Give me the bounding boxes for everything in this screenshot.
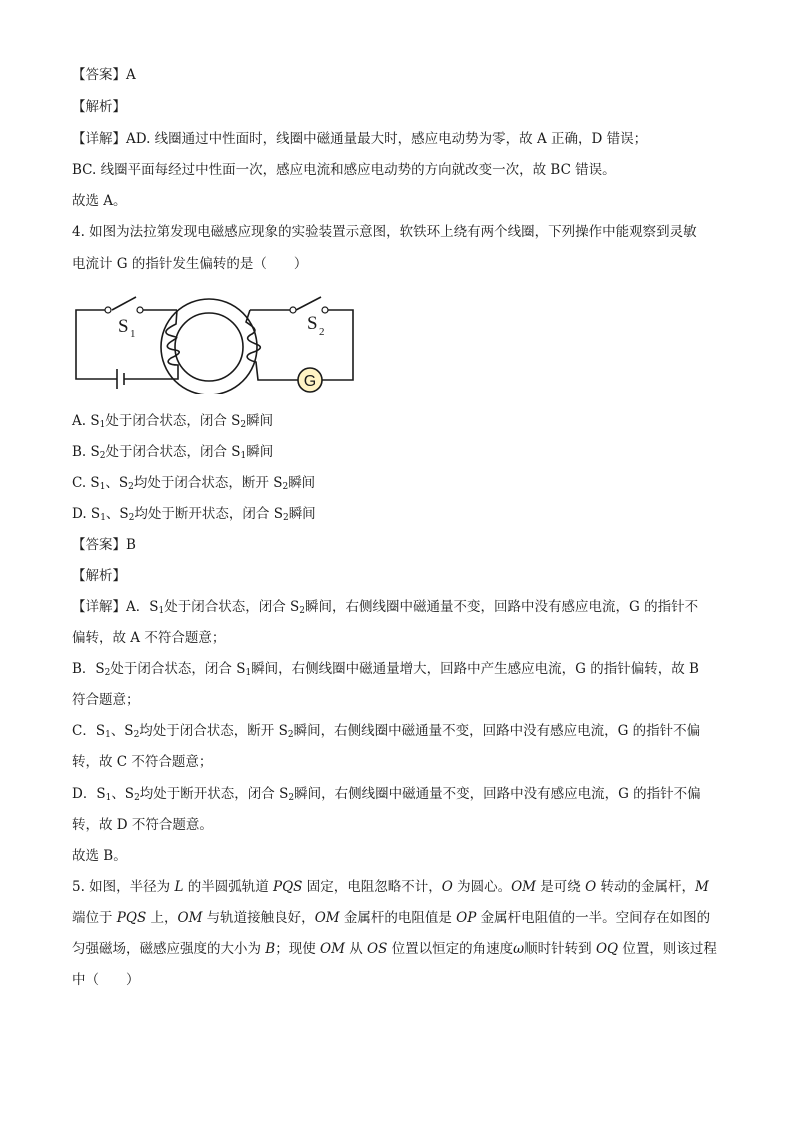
q3-answer-line [72, 65, 136, 85]
switch1-label: S [118, 316, 129, 337]
q5-stem-line-4: 中（ ） [72, 972, 140, 988]
q4-detail-d-cont: 转，故 D 不符合题意。 [72, 817, 213, 833]
q4-option-d: D. $S_1$、$S_2$均处于断开状态，闭合 $S_2$瞬间 [72, 506, 316, 523]
q4-analysis-tag: 【解析】 [72, 568, 126, 584]
q4-detail-a-cont: 偏转，故 A 不符合题意； [72, 630, 226, 646]
q4-answer-line [72, 535, 136, 555]
q4-stem-line-2: 电流计 G 的指针发生偏转的是（ ） [72, 256, 308, 272]
answer-tag: 【答案】 [72, 537, 126, 553]
iron-ring-inner [175, 313, 243, 381]
detail-tag: 【详解】 [72, 131, 126, 147]
switch1-subscript: 1 [130, 328, 136, 340]
q3-detail-line-1 [72, 129, 647, 149]
switch2-blade [296, 297, 321, 310]
q4-detail-d: D．$S_1$、$S_2$均处于断开状态，闭合 $S_2$瞬间，右侧线圈中磁通量不变，回路中没有感应电流，G 的指针不偏 [72, 786, 701, 803]
left-wire [76, 310, 117, 379]
switch2-contact-right [322, 307, 328, 313]
answer-tag: 【答案】 [72, 67, 126, 83]
answer-value: A [126, 67, 136, 83]
switch2-subscript: 2 [319, 326, 325, 338]
q4-option-a: A. $S_1$处于闭合状态，闭合 $S_2$瞬间 [72, 413, 274, 430]
q4-option-b: B. $S_2$处于闭合状态，闭合 $S_1$瞬间 [72, 444, 274, 461]
switch2-contact-left [290, 307, 296, 313]
switch1-contact-right [137, 307, 143, 313]
right-wire [322, 310, 353, 380]
faraday-circuit-diagram [72, 292, 362, 394]
q3-analysis-tag: 【解析】 [72, 99, 126, 115]
q5-stem-line-3: 匀强磁场，磁感应强度的大小为 B；现使 OM 从 OS 位置以恒定的角速度ω顺时针转到 OQ 位置，则该过程 [72, 941, 717, 957]
detail-text: AD. 线圈通过中性面时，线圈中磁通量最大时，感应电动势为零，故 A 正确，D 错误； [126, 131, 648, 147]
q4-detail-c: C．$S_1$、$S_2$均处于闭合状态，断开 $S_2$瞬间，右侧线圈中磁通量不变，回路中没有感应电流，G 的指针不偏 [72, 723, 701, 740]
right-coil [246, 310, 304, 380]
q4-detail-b: B．$S_2$处于闭合状态，闭合 $S_1$瞬间，右侧线圈中磁通量增大，回路中产生感应电流，G 的指针偏转，故 B [72, 661, 699, 678]
switch1-blade [112, 297, 136, 310]
switch1-contact-left [105, 307, 111, 313]
q3-conclusion: 故选 A。 [72, 193, 127, 209]
q4-option-c: C. $S_1$、$S_2$均处于闭合状态，断开 $S_2$瞬间 [72, 475, 316, 492]
q5-stem-line-1: 5. 如图，半径为 L 的半圆弧轨道 PQS 固定，电阻忽略不计，O 为圆心。OM 是可绕 O 转动的金属杆，M [72, 879, 709, 895]
q4-detail-c-cont: 转，故 C 不符合题意； [72, 754, 213, 770]
q4-detail-b-cont: 符合题意； [72, 692, 140, 708]
left-coil [166, 310, 179, 379]
q3-detail-line-2: BC. 线圈平面每经过中性面一次，感应电流和感应电动势的方向就改变一次，故 BC 错误。 [72, 162, 616, 178]
galvanometer-label: G [303, 373, 317, 390]
answer-value: B [126, 537, 136, 553]
q4-conclusion: 故选 B。 [72, 848, 127, 864]
switch2-label: S [307, 313, 318, 334]
q4-stem-line-1: 4. 如图为法拉第发现电磁感应现象的实验装置示意图，软铁环上绕有两个线圈，下列操作中能观察到灵敏 [72, 224, 697, 240]
q5-stem-line-2: 端位于 PQS 上，OM 与轨道接触良好，OM 金属杆的电阻值是 OP 金属杆电阻值的一半。空间存在如图的 [72, 910, 711, 926]
detail-tag: 【详解】 [72, 599, 126, 615]
q4-detail-a: 【详解】A．$S_1$处于闭合状态，闭合 $S_2$瞬间，右侧线圈中磁通量不变，回路中没有感应电流，G 的指针不 [72, 599, 699, 616]
